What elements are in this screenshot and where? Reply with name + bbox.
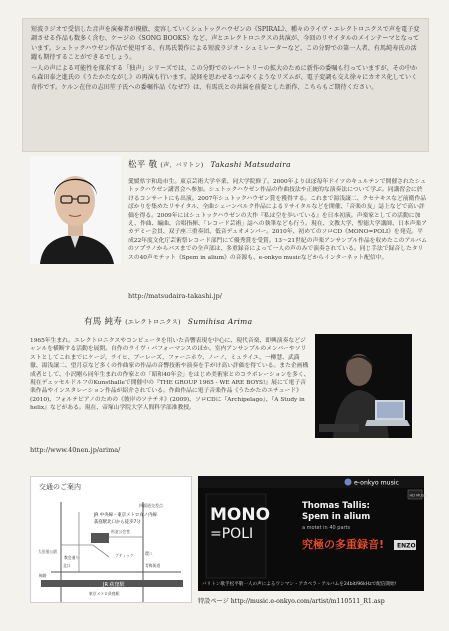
performer1-heading <box>128 158 291 170</box>
map-title: 交通のご案内 <box>39 483 81 491</box>
album-ad-art <box>198 476 428 591</box>
map-road3: 線路 <box>39 573 47 578</box>
eonkyo-logo-icon <box>345 479 352 486</box>
performer2-portrait <box>315 334 412 438</box>
map-place5: 教会通り <box>64 555 80 560</box>
performer2-name: 有馬 純寿 <box>84 317 123 327</box>
ad-headline-2: Spem in alium <box>302 512 371 522</box>
performer2-url[interactable]: http://www.40nen.jp/arima/ <box>30 446 121 454</box>
ad-headline-1: Thomas Tallis: <box>302 501 370 511</box>
access-map <box>30 476 192 603</box>
ad-badge: ENZO <box>397 542 416 550</box>
performer1-photo <box>30 156 121 264</box>
map-metro: 東京メトロ荻窪駅 <box>89 591 120 596</box>
ad-caption[interactable]: 特設ページ http://music.e-onkyo.com/artist/m110511_R1.asp <box>198 598 385 605</box>
map-road2: 環八 <box>145 551 153 556</box>
map-exit: 荻窪駅北口から徒歩7分 <box>94 520 141 525</box>
performer1-role: (声、バリトン) <box>160 162 204 169</box>
performer2-role: (エレクトロニクス) <box>125 319 181 326</box>
intro-paragraph-1: 短波ラジオで受信した音声を演奏者が模倣、変容していくシュトックハウゼンの《SPIRAL》、種々のライヴ・エレクトロニクスで声を電子変調させる作品も数多く含む、ケージの《SONG BOOKS》など、声とエレクトロニクスの共演が、今回のリサイタルのメインテーマとなっています。シュトックハウゼン作品で使用する、有馬氏製作による短波ラジオ・シュミレーターなど、この分野での第一人者、有馬純寿氏の活躍も期待することができるでしょう。 <box>31 26 420 61</box>
intro-paragraph-2: 一人の声による可能性を探求する「独声」シリーズでは、この分野でのレパートリーの拡大のために新作の委嘱も行っていますが、その中から森田泰之進氏の《うたかたながし》の再演も行います。読経を思わせるつぶやくようなリズムが、電子変調も交え徐々にカオス化していく奇作です。ケルン在住の志田笙子氏への委嘱作品《なぜ?》は、有馬氏との共演を前提とした新作、こちらもご期待ください。 <box>31 65 418 91</box>
performer1-name: 松平 敬 <box>128 160 158 170</box>
map-road1: 青梅街道 <box>145 563 161 568</box>
ad-hd-badge: HD MUSIC <box>409 493 428 498</box>
performer1-url[interactable]: http://matsudaira-takashi.jp/ <box>128 292 222 300</box>
ad-subline: a motet in 40 parts <box>302 525 351 531</box>
map-drawing <box>31 477 191 602</box>
map-jr-line: JR 中央線・東京メトロ丸ノ内線 <box>94 513 157 518</box>
album-ad-banner[interactable] <box>198 476 428 591</box>
performer1-latin-name: Takashi Matsudaira <box>210 160 291 169</box>
performer2-bio: 1965年生まれ。エレクトロニクスやコンピュータを用いた音響表現を中心に、現代音楽、即興演奏などジャンルを横断する活動を展開。自作のライヴ・パフォーマンスのほか、室内アンサンブルのメンバーやソリストとしてこれまでにケージ、ライヒ、ブーレーズ、ファーニホウ、ノーノ、ミュライユ、一柳慧、武満徹、湯浅譲二、望月京など多くの作曲家の作品の音響技術や演奏を手がけ高い評価を得ている。また企画構成者として、小沢剛ら同年生まれの作家との「昭和40年会」をはじめ美術家とのコラボレーションを多く、現在デュッセルドルフのKunsthalleで開催中の『THE GROUP 1965 - WE ARE BOYS!』展にて電子音楽作品やインスタレーション作品が紹介されている。作曲作品に電子音楽作品《うたかたのエチュード》(2010)、フォルテピアノのための《彼岸のソナチネ》(2009)、ソロCDに『Archipelago』、『A Study in helix』などがある。現在、帝塚山学院大学人間科学部准教授。 <box>30 338 310 412</box>
performer2-photo <box>315 334 412 438</box>
map-venue-marker <box>91 533 109 543</box>
map-place3: ブティック <box>115 553 134 558</box>
performer2-latin-name: Sumihisa Arima <box>187 317 253 326</box>
map-place2: 杉並公会堂 <box>111 529 130 534</box>
map-place1: 四面道交差点 <box>139 503 163 508</box>
ad-album-title-1: MONO <box>210 505 271 525</box>
map-place6: 北口 <box>63 563 71 568</box>
performer2-heading <box>84 315 252 327</box>
ad-album-title-2: =POLI <box>210 526 254 542</box>
ad-brand: e-onkyo music <box>354 479 399 487</box>
map-station: JR 荻窪駅 <box>103 582 125 588</box>
ad-bottom-text: バリトン歌手松平敬一人の声によるワンマン・アカペラ・アルバムを24bit/96kHzで配信開始! <box>202 582 397 587</box>
performer1-bio: 愛媛県宇和島市生。東京芸術大学卒業、同大学院修了。2000年よりほぼ毎年ドイツのキュルテンで開催されたシュトックハウゼン講習会へ参加。シュトックハウゼン作品の作曲技法や正統的な演奏法について学ぶ。同講習会に於けるコンサートにも出演。2007年シュトックハウゼン賞を獲得する。これまで湯浅譲二、クセナキスなど前衛作品ばかりを集めたリサイタル、全曲シェーンベルク作品によるリサイタルなどを開催、「音楽の友」誌上などで高い評価を得る。2009年にはシュトックハウゼンの大作『私は空を歩いている』を日本初演。声楽家としての活動に加え、作曲、編曲、合唱指揮、「レコード芸術」誌への執筆なども行う。現在、文教大学、聖徳大学講師、日本声楽アカデミー会員、双子座三重奏団、低音デュオメンバー。2010年、初めてのソロCD《MONO=POLI》を発売。平成22年度文化庁芸術祭レコード部門にて優秀賞を受賞。13〜21世紀の声楽アンサンブル作品を収めたこのアルバムのソプラノからバスまでの全声部は、多重録音によって一人の声のみで演奏されている。同じ手法で録音したタリスの40声モテット《Spem in alium》の音源も、e-onkyo musicなどからインターネット配信中。 <box>128 179 427 261</box>
performer1-portrait <box>30 156 121 264</box>
ad-highlight: 究極の多重録音! <box>302 538 385 551</box>
map-place4: 大田黒公園 <box>38 549 57 554</box>
intro-box <box>22 18 429 152</box>
